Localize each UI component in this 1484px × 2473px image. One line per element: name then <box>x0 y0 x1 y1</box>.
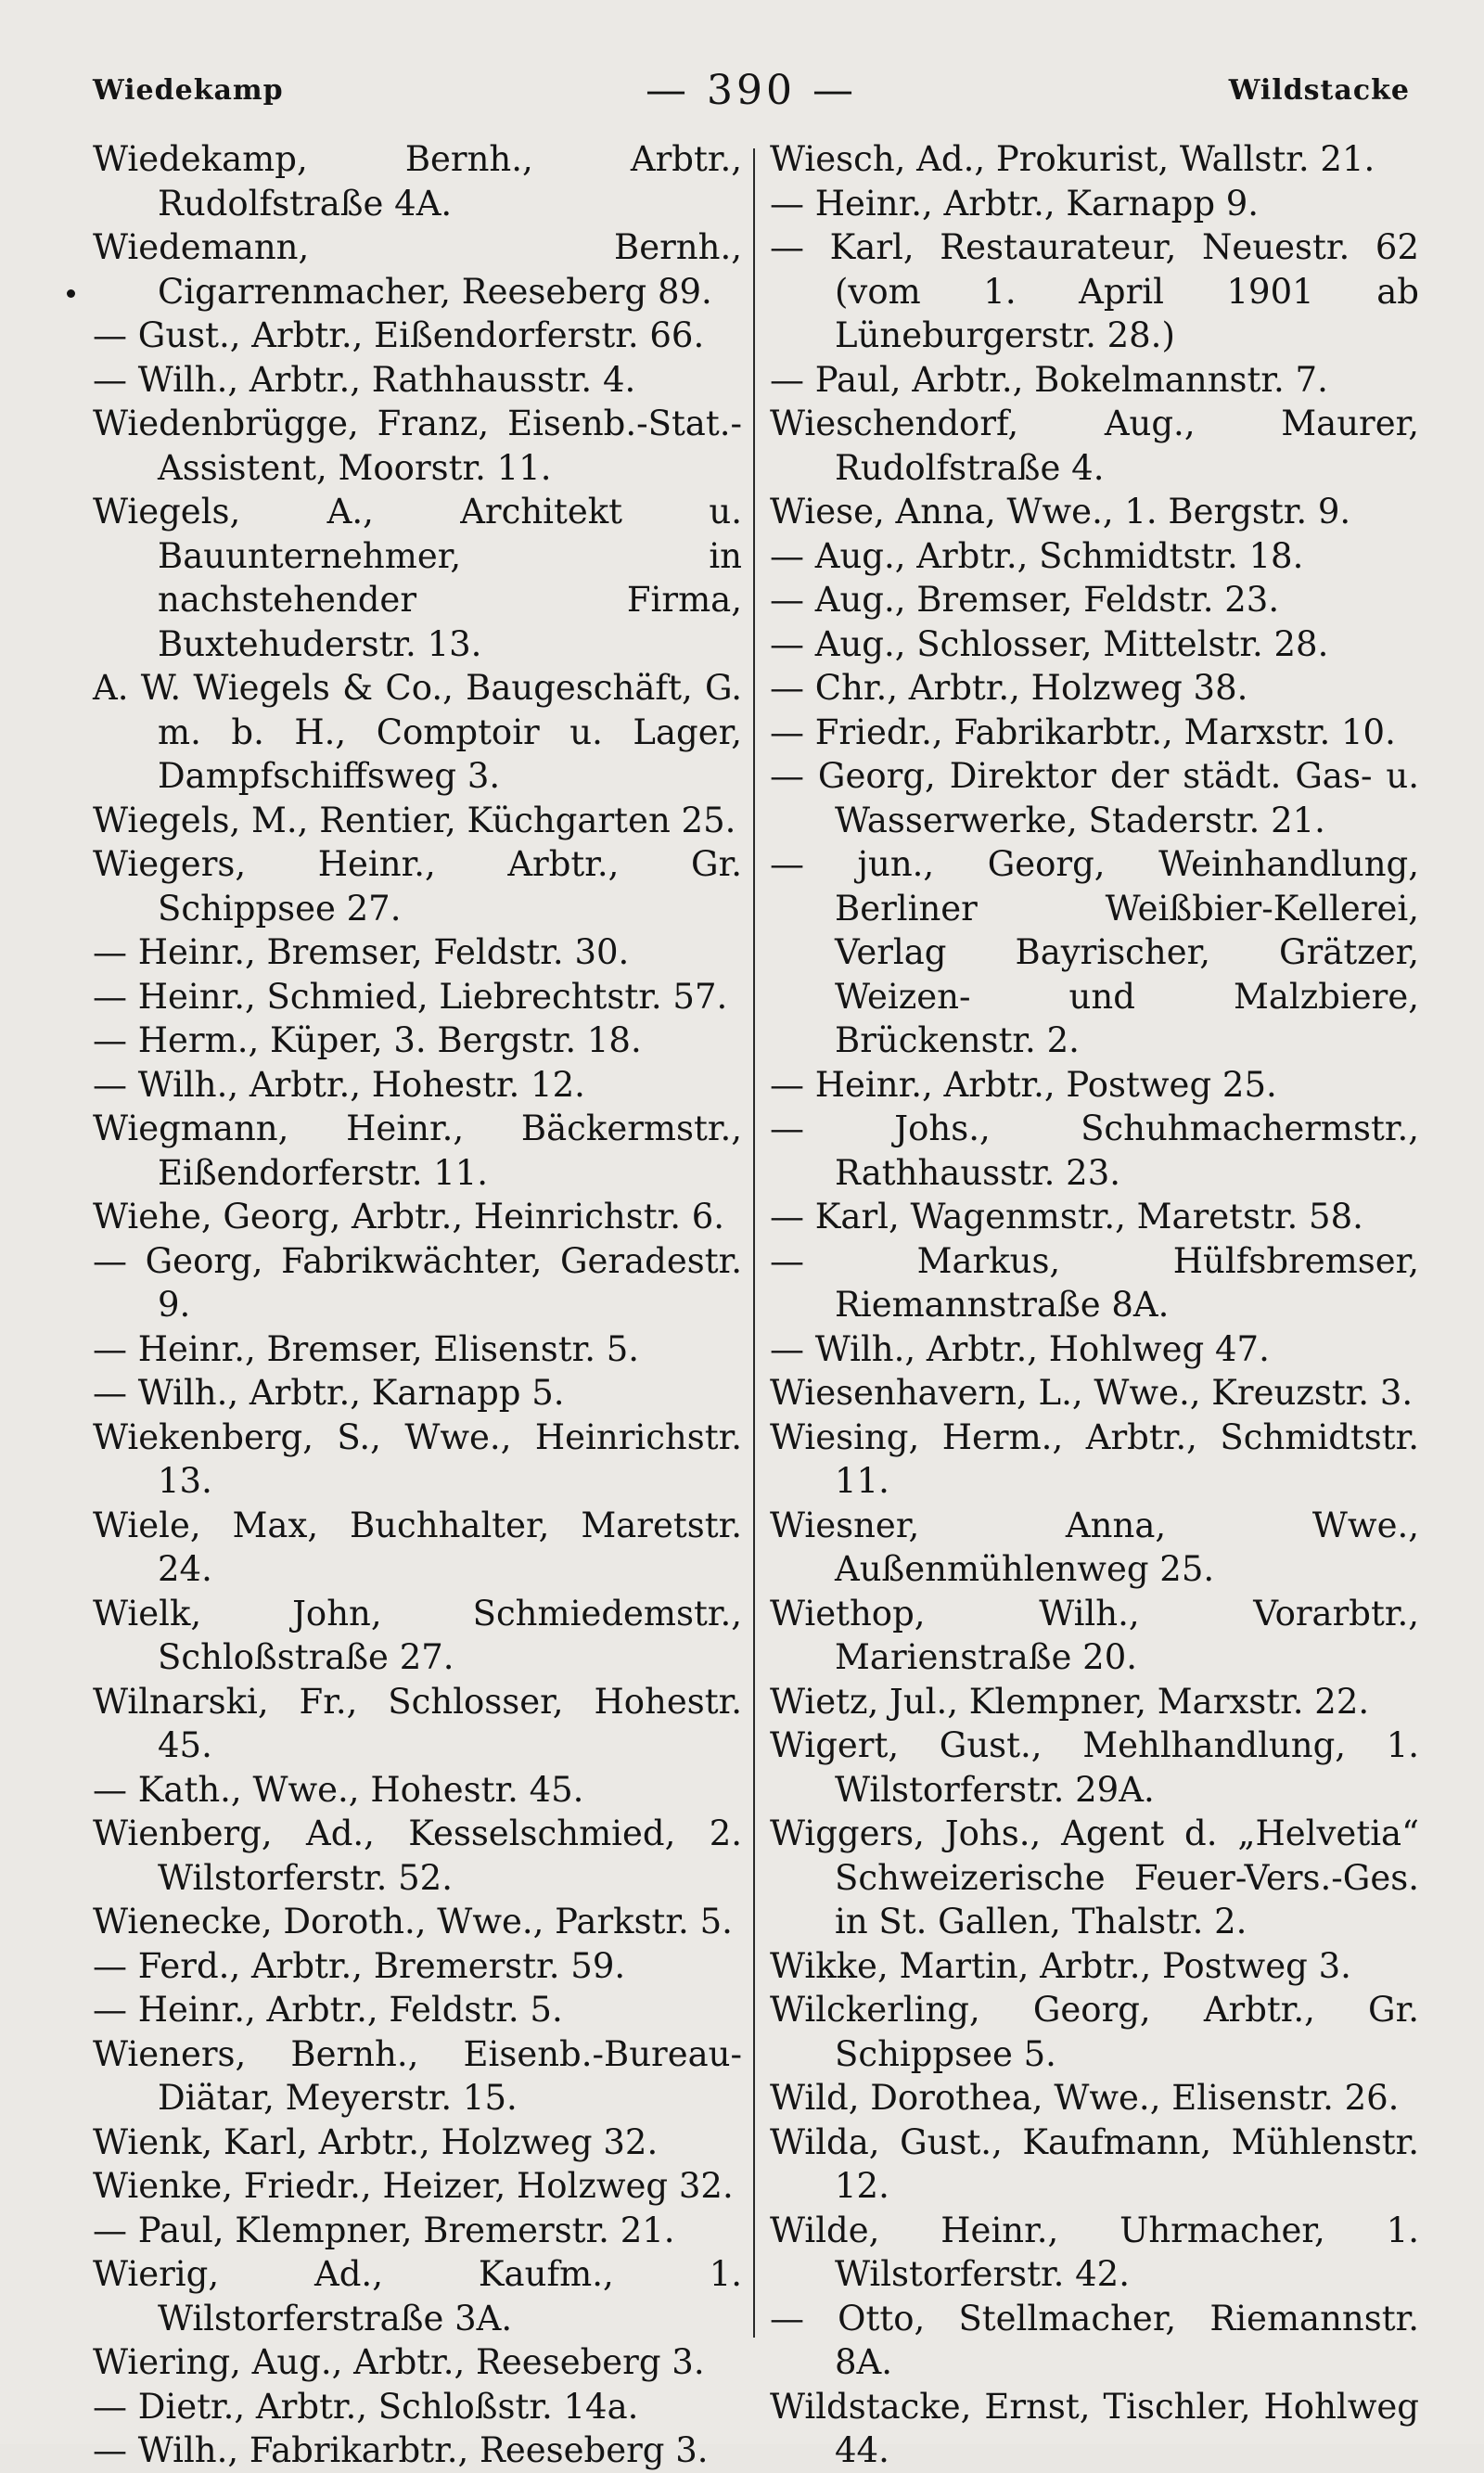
directory-entry: Wiesenhavern, L., Wwe., Kreuzstr. 3. <box>770 1373 1414 1413</box>
directory-entry: Wieners, Bernh., Eisenb.-Bureau-Diätar, Meyerstr. 15. <box>93 2033 742 2118</box>
directory-entry: Wigert, Gust., Mehlhandlung, 1. Wilstorferstr. 29A. <box>770 1725 1419 1810</box>
directory-entry: Wiesch, Ad., Prokurist, Wallstr. 21. <box>770 139 1375 179</box>
directory-entry: Wietz, Jul., Klempner, Marxstr. 22. <box>770 1681 1370 1722</box>
directory-entry: Wiegers, Heinr., Arbtr., Gr. Schippsee 27. <box>93 844 742 929</box>
directory-entry: Wilde, Heinr., Uhrmacher, 1. Wilstorferstr. 42. <box>770 2210 1419 2294</box>
directory-entry: Wiedemann, Bernh., Cigarrenmacher, Reeseberg 89. <box>93 227 742 312</box>
directory-entry: — Heinr., Arbtr., Karnapp 9. <box>770 183 1260 224</box>
directory-entry: Wieschendorf, Aug., Maurer, Rudolfstraße 4. <box>770 404 1419 488</box>
directory-entry: — Ferd., Arbtr., Bremerstr. 59. <box>93 1945 626 1986</box>
directory-entry: — Karl, Restaurateur, Neuestr. 62 (vom 1. April 1901 ab Lüneburgerstr. 28.) <box>770 227 1419 355</box>
directory-entry: — Wilh., Arbtr., Hohlweg 47. <box>770 1328 1270 1369</box>
directory-entry: — Heinr., Schmied, Liebrechtstr. 57. <box>93 976 728 1017</box>
column-divider <box>753 148 755 2338</box>
directory-entry: — Herm., Küper, 3. Bergstr. 18. <box>93 1020 642 1060</box>
directory-entry: Wienecke, Doroth., Wwe., Parkstr. 5. <box>93 1902 733 1941</box>
directory-entry: Wiesner, Anna, Wwe., Außenmühlenweg 25. <box>770 1505 1419 1589</box>
directory-entry: Wienberg, Ad., Kesselschmied, 2. Wilstorferstr. 52. <box>93 1813 742 1898</box>
directory-entry: — Aug., Bremser, Feldstr. 23. <box>770 580 1280 620</box>
directory-entry: Wilda, Gust., Kaufmann, Mühlenstr. 12. <box>770 2121 1419 2206</box>
directory-entry: — Dietr., Arbtr., Schloßstr. 14a. <box>93 2386 639 2427</box>
directory-entry: — Aug., Arbtr., Schmidtstr. 18. <box>770 535 1304 576</box>
directory-entry: — Heinr., Bremser, Elisenstr. 5. <box>93 1328 640 1369</box>
directory-entry: Wiegmann, Heinr., Bäckermstr., Eißendorferstr. 11. <box>93 1108 742 1193</box>
directory-entry: — jun., Georg, Weinhandlung, Berliner Weißbier-Kellerei, Verlag Bayrischer, Grätzer, Weizen- und Malzbiere, Brückenstr. 2. <box>770 844 1419 1060</box>
directory-entry: Wiedenbrügge, Franz, Eisenb.-Stat.-Assistent, Moorstr. 11. <box>93 404 742 488</box>
directory-entry: — Georg, Fabrikwächter, Geradestr. 9. <box>93 1240 742 1325</box>
directory-entry: Wierig, Ad., Kaufm., 1. Wilstorferstraße 3A. <box>93 2254 742 2338</box>
directory-entry: — Georg, Direktor der städt. Gas- u. Wasserwerke, Staderstr. 21. <box>770 756 1419 840</box>
directory-entry: Wielk, John, Schmiedemstr., Schloßstraße 27. <box>93 1593 742 1677</box>
directory-entry: — Wilh., Fabrikarbtr., Reeseberg 3. <box>93 2430 709 2470</box>
directory-entry: — Wilh., Arbtr., Karnapp 5. <box>93 1373 565 1413</box>
directory-entry: Wiekenberg, S., Wwe., Heinrichstr. 13. <box>93 1416 742 1501</box>
directory-entry: — Heinr., Bremser, Feldstr. 30. <box>93 932 630 972</box>
directory-entry: Wiegels, M., Rentier, Küchgarten 25. <box>93 800 736 840</box>
directory-entry: Wiering, Aug., Arbtr., Reeseberg 3. <box>93 2342 705 2382</box>
directory-entry: Wiegels, A., Architekt u. Bauunternehmer, in nachstehender Firma, Buxtehuderstr. 13. <box>93 492 742 664</box>
margin-mark <box>67 289 75 298</box>
directory-entry: Wild, Dorothea, Wwe., Elisenstr. 26. <box>770 2078 1400 2118</box>
page-header <box>93 58 1410 122</box>
directory-entry: Wiese, Anna, Wwe., 1. Bergstr. 9. <box>770 492 1351 532</box>
directory-entry: Wiehe, Georg, Arbtr., Heinrichstr. 6. <box>93 1197 725 1236</box>
directory-entry: Wienke, Friedr., Heizer, Holzweg 32. <box>93 2166 734 2206</box>
directory-entry: — Otto, Stellmacher, Riemannstr. 8A. <box>770 2298 1419 2382</box>
directory-entry: — Gust., Arbtr., Eißendorferstr. 66. <box>93 315 705 355</box>
directory-entry: Wiele, Max, Buchhalter, Maretstr. 24. <box>93 1505 742 1589</box>
directory-entry: Wiedekamp, Bernh., Arbtr., Rudolfstraße 4A. <box>93 139 742 224</box>
running-head-left: Wiedekamp <box>93 73 284 107</box>
right-column <box>770 137 1419 2473</box>
directory-entry: — Chr., Arbtr., Holzweg 38. <box>770 668 1248 708</box>
directory-entry: Wiesing, Herm., Arbtr., Schmidtstr. 11. <box>770 1416 1419 1501</box>
directory-entry: — Paul, Arbtr., Bokelmannstr. 7. <box>770 359 1328 400</box>
directory-entry: — Aug., Schlosser, Mittelstr. 28. <box>770 623 1329 664</box>
directory-entry: Wilckerling, Georg, Arbtr., Gr. Schippsee 5. <box>770 1990 1419 2074</box>
directory-entry: Wilnarski, Fr., Schlosser, Hohestr. 45. <box>93 1681 742 1765</box>
directory-entry: — Heinr., Arbtr., Feldstr. 5. <box>93 1990 563 2030</box>
directory-entry: Wiggers, Johs., Agent d. „Helvetia“ Schweizerische Feuer-Vers.-Ges. in St. Gallen, Thalstr. 2. <box>770 1813 1419 1941</box>
directory-entry: — Markus, Hülfsbremser, Riemannstraße 8A. <box>770 1240 1419 1325</box>
directory-entry: — Wilh., Arbtr., Rathhausstr. 4. <box>93 359 636 400</box>
directory-entry: Wienk, Karl, Arbtr., Holzweg 32. <box>93 2121 659 2162</box>
directory-entry: — Kath., Wwe., Hohestr. 45. <box>93 1769 584 1810</box>
directory-entry: — Paul, Klempner, Bremerstr. 21. <box>93 2210 675 2250</box>
directory-entry: — Heinr., Arbtr., Postweg 25. <box>770 1064 1277 1105</box>
page-number: — 390 — <box>646 66 857 114</box>
directory-entry: — Friedr., Fabrikarbtr., Marxstr. 10. <box>770 711 1396 752</box>
left-column <box>93 137 742 2473</box>
running-head-right: Wildstacke <box>1228 73 1410 107</box>
directory-entry: Wiethop, Wilh., Vorarbtr., Marienstraße 20. <box>770 1593 1419 1677</box>
directory-entry: — Wilh., Arbtr., Hohestr. 12. <box>93 1064 585 1105</box>
directory-entry: Wildstacke, Ernst, Tischler, Hohlweg 44. <box>770 2386 1419 2470</box>
directory-entry: — Karl, Wagenmstr., Maretstr. 58. <box>770 1197 1363 1236</box>
directory-entry: Wikke, Martin, Arbtr., Postweg 3. <box>770 1945 1351 1986</box>
directory-entry: A. W. Wiegels & Co., Baugeschäft, G. m. b. H., Comptoir u. Lager, Dampfschiffsweg 3. <box>93 668 742 796</box>
directory-entry: — Johs., Schuhmachermstr., Rathhausstr. 23. <box>770 1108 1419 1193</box>
